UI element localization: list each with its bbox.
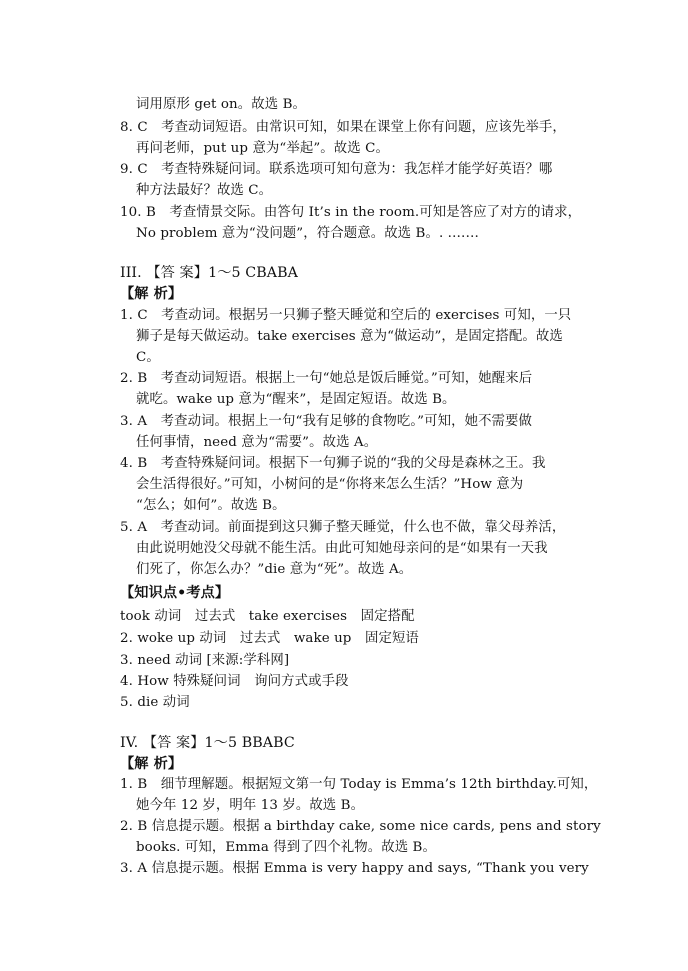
knowledge-item-3: 3. need 动词 [来源:学科网] <box>120 653 290 668</box>
section2-line-5: 种方法最好？故选 C。 <box>136 183 273 198</box>
section4-analysis-heading: 【解 析】 <box>120 756 183 772</box>
section3-item-5-cont: 们死了，你怎么办？”die 意为“死”。故选 A。 <box>136 562 413 577</box>
section3-answer: III. 【答 案】1～5 CBABA <box>120 265 298 281</box>
section3-item-5-cont: 由此说明她没父母就不能生活。由此可知她母亲问的是“如果有一天我 <box>136 541 548 556</box>
section3-item-5: 5. A 考查动词。前面提到这只狮子整天睡觉，什么也不做，靠父母养活， <box>120 520 566 535</box>
knowledge-item-4: 4. How 特殊疑问词 询问方式或手段 <box>120 674 349 689</box>
section2-line-3: 再问老师，put up 意为“举起”。故选 C。 <box>136 141 389 156</box>
knowledge-item-2: 2. woke up 动词 过去式 wake up 固定短语 <box>120 631 419 646</box>
section3-knowledge-heading: 【知识点•考点】 <box>120 585 230 601</box>
section4-item-1: 1. B 细节理解题。根据短文第一句 Today is Emma’s 12th birthday.可知， <box>120 777 598 792</box>
section3-item-1-cont: C。 <box>136 350 160 365</box>
section3-item-4-cont: 会生活得很好。”可知，小树问的是“你将来怎么生活？”How 意为 <box>136 477 524 492</box>
section3-item-1-cont: 狮子是每天做运动。take exercises 意为“做运动”，是固定搭配。故选 <box>136 329 563 344</box>
section2-item-9: 9. C 考查特殊疑问词。联系选项可知句意为：我怎样才能学好英语？哪 <box>120 162 553 177</box>
section3-analysis-heading: 【解 析】 <box>120 286 183 302</box>
section4-item-2-cont: books. 可知，Emma 得到了四个礼物。故选 B。 <box>136 840 436 855</box>
section2-line-7: No problem 意为“没问题”，符合题意。故选 B。. .…… <box>136 226 480 241</box>
section3-item-3: 3. A 考查动词。根据上一句“我有足够的食物吃。”可知，她不需要做 <box>120 414 533 429</box>
section3-item-4-cont: “怎么；如何”。故选 B。 <box>136 498 286 513</box>
section4-answer: IV. 【答 案】1～5 BBABC <box>120 735 295 751</box>
section2-item-8: 8. C 考查动词短语。由常识可知，如果在课堂上你有问题，应该先举手， <box>120 120 566 135</box>
section3-item-2: 2. B 考查动词短语。根据上一句“她总是饭后睡觉。”可知，她醒来后 <box>120 371 533 386</box>
section3-item-4: 4. B 考查特殊疑问词。根据下一句狮子说的“我的父母是森林之王。我 <box>120 456 546 471</box>
section2-line-1: 词用原形 get on。故选 B。 <box>136 97 306 112</box>
knowledge-item-1: took 动词 过去式 take exercises 固定搭配 <box>120 609 415 624</box>
section4-item-2: 2. B 信息提示题。根据 a birthday cake, some nice cards, pens and story <box>120 819 601 834</box>
section3-item-1: 1. C 考查动词。根据另一只狮子整天睡觉和空后的 exercises 可知，一只 <box>120 308 572 323</box>
section3-item-3-cont: 任何事情，need 意为“需要”。故选 A。 <box>136 435 378 450</box>
knowledge-item-5: 5. die 动词 <box>120 695 190 710</box>
section4-item-1-cont: 她今年 12 岁，明年 13 岁。故选 B。 <box>136 798 365 813</box>
section2-item-10: 10. B 考查情景交际。由答句 It’s in the room.可知是答应了对方的请求， <box>120 205 582 220</box>
section3-item-2-cont: 就吃。wake up 意为“醒来”，是固定短语。故选 B。 <box>136 392 456 407</box>
section4-item-3: 3. A 信息提示题。根据 Emma is very happy and says, “Thank you very <box>120 861 589 876</box>
